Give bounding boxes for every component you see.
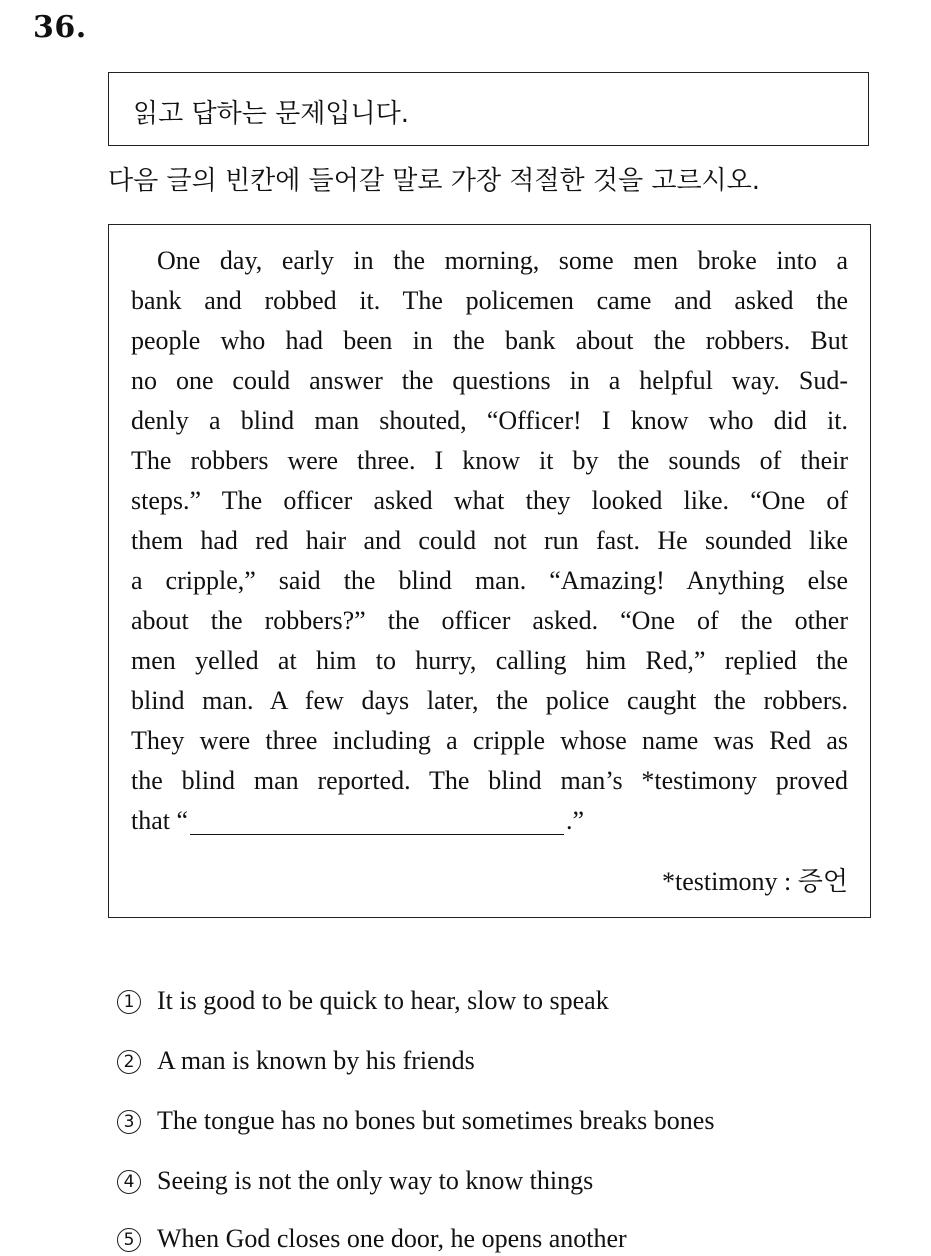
option-4[interactable] (117, 1164, 593, 1198)
option-1[interactable] (117, 984, 609, 1018)
question-prompt: 다음 글의 빈칸에 들어갈 말로 가장 적절한 것을 고르시오. (108, 166, 761, 196)
passage-line: The robbers were three. I know it by the sounds of their (131, 446, 848, 475)
instruction-box (108, 72, 869, 146)
passage-line: blind man. A few days later, the police caught the robbers. (131, 686, 848, 715)
passage-line: about the robbers?” the officer asked. “One of the other (131, 606, 848, 635)
passage-line: bank and robbed it. The policemen came and asked the (131, 286, 848, 315)
answer-blank (190, 808, 564, 835)
passage-line: They were three including a cripple whose name was Red as (131, 726, 848, 755)
option-text: When God closes one door, he opens another (157, 1224, 627, 1253)
passage-line: people who had been in the bank about the robbers. But (131, 326, 848, 355)
question-number: 36. (33, 10, 87, 45)
final-line-prefix: that “ (131, 806, 189, 835)
option-text: It is good to be quick to hear, slow to speak (157, 986, 609, 1015)
option-text: The tongue has no bones but sometimes breaks bones (157, 1106, 715, 1135)
passage-line: the blind man reported. The blind man’s *testimony proved (131, 766, 848, 795)
passage-line: them had red hair and could not run fast. He sounded like (131, 526, 848, 555)
passage-line: men yelled at him to hurry, calling him Red,” replied the (131, 646, 848, 675)
option-2[interactable] (117, 1044, 475, 1078)
footnote: *testimony : 증언 (661, 867, 848, 896)
option-number-marker: 5 (117, 1228, 141, 1252)
option-number-marker: 2 (117, 1050, 141, 1074)
passage-line: denly a blind man shouted, “Officer! I know who did it. (131, 406, 848, 435)
passage-final-line (131, 804, 848, 838)
passage-line: no one could answer the questions in a helpful way. Sud- (131, 366, 848, 395)
option-number-marker: 3 (117, 1110, 141, 1134)
option-number-marker: 4 (117, 1170, 141, 1194)
passage-line: a cripple,” said the blind man. “Amazing! Anything else (131, 566, 848, 595)
instruction-text: 읽고 답하는 문제입니다. (133, 99, 409, 129)
option-text: A man is known by his friends (157, 1046, 475, 1075)
option-5[interactable] (117, 1222, 627, 1256)
passage-line: steps.” The officer asked what they looked like. “One of (131, 486, 848, 515)
final-line-suffix: .” (566, 806, 585, 835)
option-number-marker: 1 (117, 990, 141, 1014)
passage-line: One day, early in the morning, some men broke into a (157, 246, 848, 275)
option-3[interactable] (117, 1104, 714, 1138)
option-text: Seeing is not the only way to know things (157, 1166, 594, 1195)
passage-box (108, 224, 871, 918)
